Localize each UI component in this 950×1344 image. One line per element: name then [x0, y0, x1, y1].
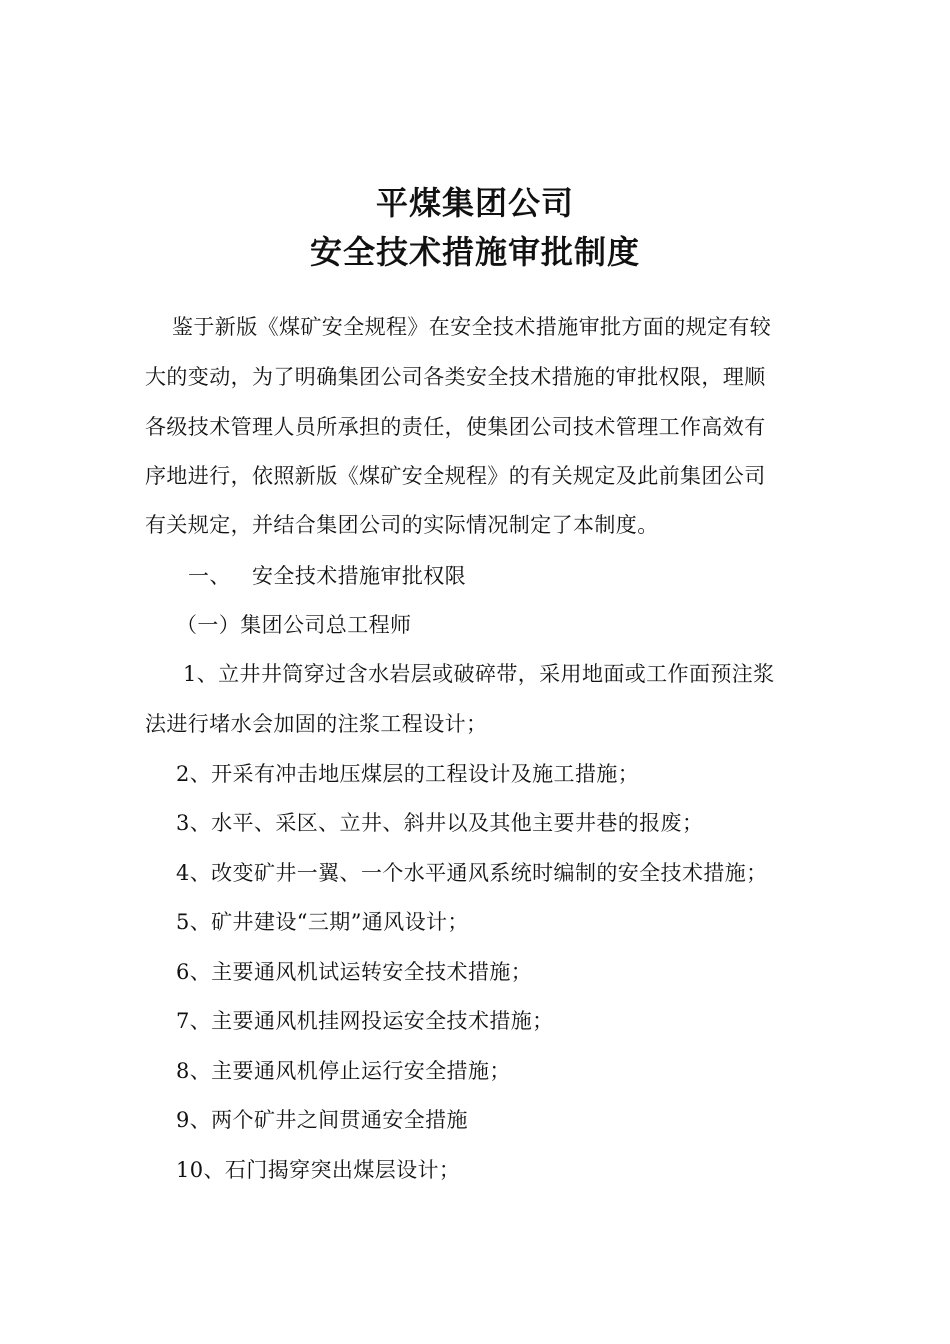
list-item: 3、水平、采区、立井、斜井以及其他主要井巷的报废；: [176, 811, 704, 835]
list-item: 4、改变矿井一翼、一个水平通风系统时编制的安全技术措施；: [176, 861, 768, 885]
intro-line-1: 鉴于新版《煤矿安全规程》在安全技术措施审批方面的规定有较: [172, 315, 772, 339]
list-item: 7、主要通风机挂网投运安全技术措施；: [176, 1009, 554, 1033]
intro-line-4: 序地进行，依照新版《煤矿安全规程》的有关规定及此前集团公司: [145, 464, 766, 488]
document-title-line2: 安全技术措施审批制度: [309, 233, 640, 271]
intro-line-2: 大的变动，为了明确集团公司各类安全技术措施的审批权限，理顺: [145, 365, 766, 389]
list-item: 6、主要通风机试运转安全技术措施；: [176, 960, 533, 984]
list-item: 法进行堵水会加固的注浆工程设计；: [145, 712, 488, 736]
list-item: 9、两个矿井之间贯通安全措施: [176, 1108, 468, 1132]
document-title-line1: 平煤集团公司: [375, 184, 574, 222]
intro-line-3: 各级技术管理人员所承担的责任，使集团公司技术管理工作高效有: [145, 415, 766, 439]
intro-line-5: 有关规定，并结合集团公司的实际情况制定了本制度。: [145, 513, 659, 537]
section-heading: 一、 安全技术措施审批权限: [188, 564, 467, 588]
subsection-heading: （一）集团公司总工程师: [176, 613, 412, 637]
list-item: 1、立井井筒穿过含水岩层或破碎带，采用地面或工作面预注浆: [183, 662, 775, 686]
list-item: 2、开采有冲击地压煤层的工程设计及施工措施；: [176, 762, 640, 786]
list-item: 8、主要通风机停止运行安全措施；: [176, 1059, 511, 1083]
list-item: 10、石门揭穿突出煤层设计；: [176, 1158, 461, 1182]
list-item: 5、矿井建设“三期”通风设计；: [176, 910, 469, 934]
